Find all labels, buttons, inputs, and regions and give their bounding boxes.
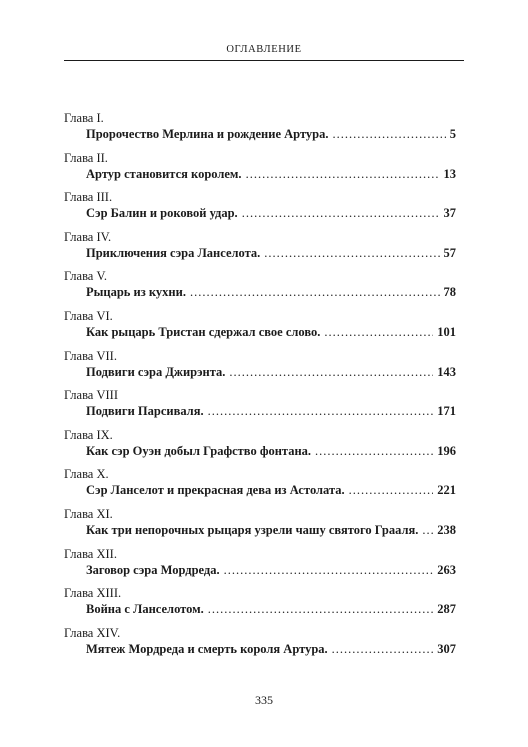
chapter-title: Подвиги Парсиваля. [86,404,204,419]
toc-entry [64,150,456,190]
chapter-label: Глава XI. [64,506,113,521]
toc-line [86,601,456,618]
page-number: 335 [255,693,273,707]
chapter-title: Рыцарь из кухни. [86,285,186,300]
chapter-page-number: 5 [449,127,456,141]
dot-leader [422,522,433,539]
toc-line [86,443,456,460]
chapter-title: Как три непорочных рыцаря узрели чашу святого Грааля. [86,522,419,537]
dot-leader [246,166,440,183]
chapter-title: Артур становится королем. [86,166,242,181]
toc-line [86,364,456,381]
chapter-page-number: 263 [437,562,456,577]
toc-entry [64,110,456,150]
dot-leader [229,364,433,381]
toc-line [86,641,456,658]
chapter-title: Война с Ланселотом. [86,602,204,617]
chapter-label: Глава II. [64,150,108,165]
toc-entry [64,387,456,427]
dot-leader [264,245,439,262]
chapter-title: Сэр Ланселот и прекрасная дева из Астолата. [86,483,345,498]
toc-entry [64,348,456,388]
chapter-label: Глава VI. [64,308,113,323]
chapter-title: Подвиги сэра Джирэнта. [86,364,226,379]
chapter-page-number: 171 [437,404,456,419]
dot-leader [332,641,434,658]
chapter-label: Глава IV. [64,229,112,244]
toc-entry [64,466,456,506]
dot-leader [242,205,440,222]
chapter-page-number: 143 [437,364,456,379]
toc-line [86,562,456,579]
chapter-page-number: 307 [437,641,456,656]
chapter-label: Глава VII. [64,348,117,363]
chapter-title: Сэр Балин и роковой удар. [86,206,238,221]
chapter-title: Как рыцарь Тристан сдержал свое слово. [86,324,321,339]
dot-leader [208,601,433,618]
toc-line [86,166,456,183]
dot-leader [190,284,440,301]
toc-entry [64,625,456,665]
header-rule [64,60,464,61]
toc-entry [64,585,456,625]
chapter-page-number: 101 [437,324,456,339]
toc-line [86,403,456,420]
toc-entry [64,308,456,348]
chapter-page-number: 13 [443,166,456,181]
chapter-label: Глава I. [64,111,104,125]
chapter-label: Глава III. [64,190,113,205]
dot-leader [315,443,433,460]
chapter-page-number: 287 [437,602,456,617]
chapter-label: Глава XIII. [64,586,122,601]
chapter-label: Глава X. [64,467,109,482]
chapter-page-number: 57 [443,245,456,260]
table-of-contents [64,110,456,664]
dot-leader [224,562,434,579]
chapter-label: Глава VIII [64,388,118,403]
toc-line [86,522,456,539]
toc-entry [64,268,456,308]
toc-line [86,482,456,499]
toc-entry [64,506,456,546]
chapter-title: Как сэр Оуэн добыл Графство фонтана. [86,443,312,458]
toc-line [86,205,456,222]
dot-leader [333,126,446,143]
toc-entry [64,427,456,467]
chapter-page-number: 238 [437,522,456,537]
toc-entry [64,546,456,586]
chapter-page-number: 37 [443,206,456,221]
chapter-label: Глава XII. [64,546,117,561]
chapter-title: Мятеж Мордреда и смерть короля Артура. [86,641,328,656]
toc-line [86,245,456,262]
chapter-title: Приключения сэра Ланселота. [86,245,261,260]
toc-line [86,284,456,301]
chapter-page-number: 196 [437,443,456,458]
chapter-page-number: 78 [443,285,456,300]
chapter-label: Глава XIV. [64,625,121,640]
chapter-page-number: 221 [437,483,456,498]
chapter-title: Заговор сэра Мордреда. [86,562,220,577]
chapter-title: Пророчество Мерлина и рождение Артура. [86,127,329,141]
dot-leader [208,403,434,420]
dot-leader [349,482,434,499]
toc-entry [64,229,456,269]
toc-line [86,126,456,143]
dot-leader [324,324,433,341]
toc-line [86,324,456,341]
chapter-label: Глава V. [64,269,108,284]
running-head: ОГЛАВЛЕНИЕ [226,44,302,55]
toc-entry [64,189,456,229]
chapter-label: Глава IX. [64,427,113,442]
